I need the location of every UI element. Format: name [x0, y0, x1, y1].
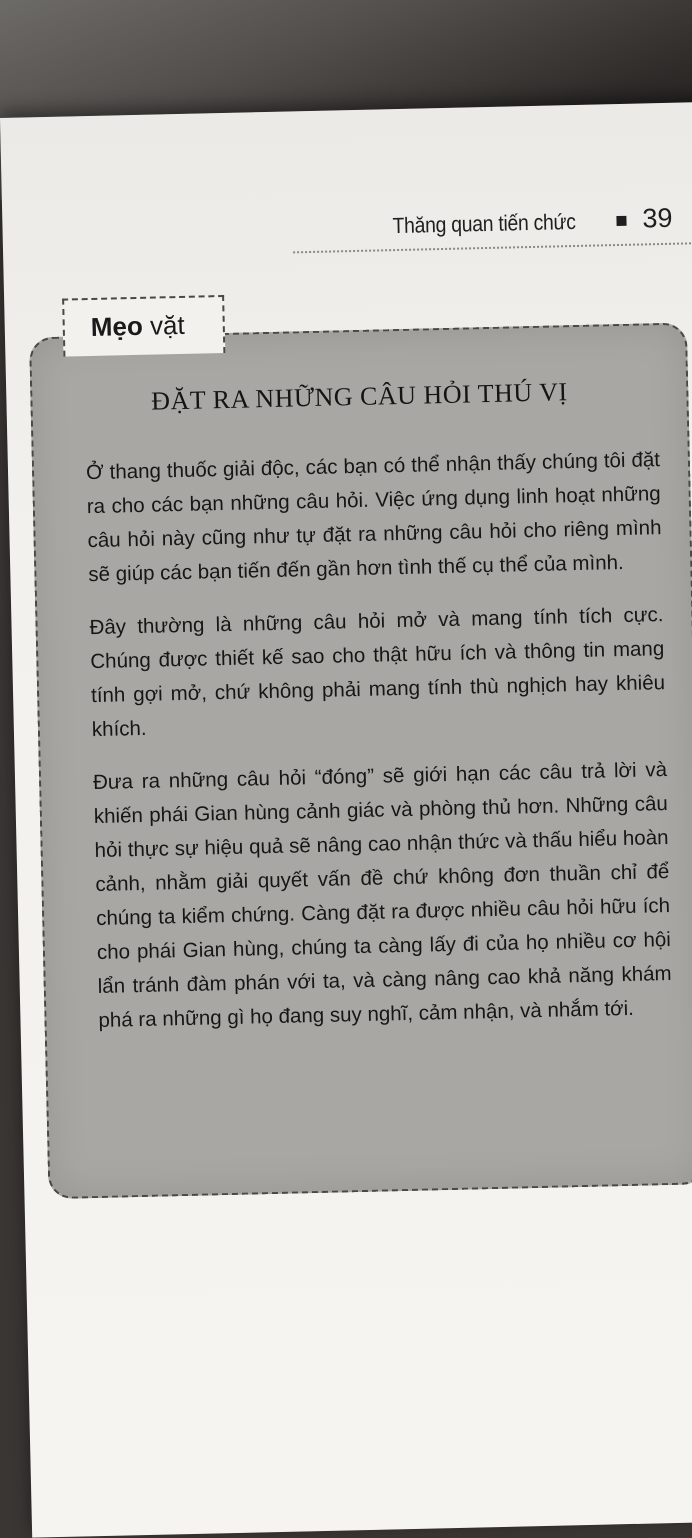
tip-heading: ĐẶT RA NHỮNG CÂU HỎI THÚ VỊ: [150, 377, 568, 416]
tip-body: [86, 443, 673, 1057]
tip-paragraph-1: Ở thang thuốc giải độc, các bạn có thể nhận thấy chúng tôi đặt ra cho các bạn những câu hỏi. Việc ứng dụng linh hoạt những câu hỏi này cũng như tự đặt ra những câu hỏi cho riêng mình sẽ giúp các bạn tiến đến gần hơn tình thế cụ thể của mình.: [85, 448, 662, 587]
book-page: [0, 102, 692, 1538]
tip-label: [90, 310, 185, 343]
square-bullet-icon: [616, 216, 626, 226]
tip-box: [29, 322, 692, 1199]
page-number: 39: [642, 202, 673, 234]
tip-label-rest: vặt: [149, 309, 186, 341]
running-header: [392, 200, 692, 247]
tip-paragraph-2: Đây thường là những câu hỏi mở và mang tính tích cực. Chúng được thiết kế sao cho thật hữu ích và thông tin mang tính gợi mở, chứ không phải mang tính thù nghịch hay khiêu khích.: [89, 603, 666, 742]
tip-paragraph-3: Đưa ra những câu hỏi “đóng” sẽ giới hạn các câu trả lời và khiến phái Gian hùng cảnh giác và phòng thủ hơn. Những câu hỏi thực sự hiệu quả sẽ nâng cao nhận thức và thấu hiểu hoàn cảnh, nhằm giải quyết vấn đề chứ không đơn thuần chỉ để chúng ta kiểm chứng. Càng đặt ra được nhiều câu hỏi hữu ích cho phái Gian hùng, chúng ta càng lấy đi của họ nhiều cơ hội lẩn tránh đàm phán với ta, và càng nâng cao khả năng khám phá ra những gì họ đang suy nghĩ, cảm nhận, và nhắm tới.: [92, 758, 672, 1032]
tip-label-bold: Mẹo: [90, 310, 144, 342]
chapter-title: Thăng quan tiến chức: [392, 208, 576, 239]
